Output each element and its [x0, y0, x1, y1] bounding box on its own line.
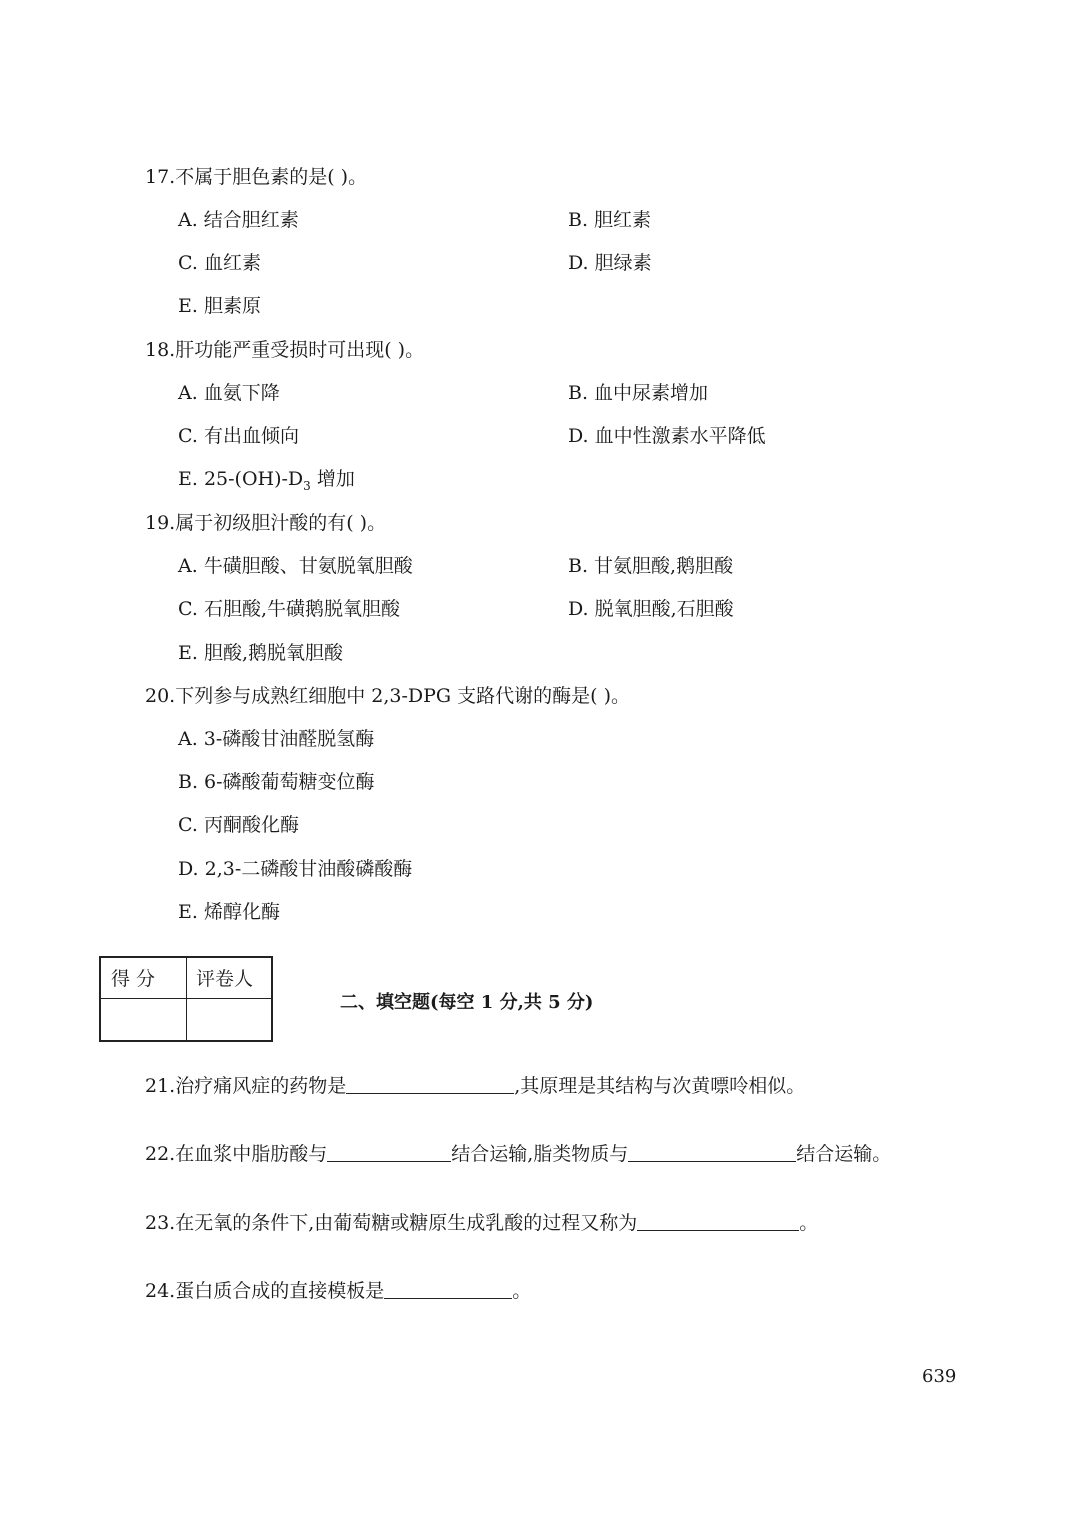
q22-blank-1[interactable] — [327, 1143, 451, 1162]
score-box-rule — [101, 998, 271, 999]
q20-option-e: E. 烯醇化酶 — [178, 901, 280, 923]
q24-text-start: 24.蛋白质合成的直接模板是 — [145, 1280, 385, 1302]
q24-text-end: 。 — [512, 1280, 532, 1302]
q19-stem: 19.属于初级胆汁酸的有( )。 — [145, 512, 387, 534]
section-title: 二、填空题(每空 1 分,共 5 分) — [340, 992, 594, 1013]
q18-option-d: D. 血中性激素水平降低 — [568, 425, 766, 447]
q22-text-start: 22.在血浆中脂肪酸与 — [145, 1143, 328, 1165]
q19-option-a: A. 牛磺胆酸、甘氨脱氧胆酸 — [178, 555, 413, 577]
q19-option-d: D. 脱氧胆酸,石胆酸 — [568, 598, 734, 620]
score-label: 得 分 — [111, 968, 156, 990]
q17-option-e: E. 胆素原 — [178, 295, 261, 317]
q18-stem: 18.肝功能严重受损时可出现( )。 — [145, 339, 425, 361]
q20-option-a: A. 3-磷酸甘油醛脱氢酶 — [178, 728, 375, 750]
q18-option-c: C. 有出血倾向 — [178, 425, 299, 447]
q17-stem: 17.不属于胆色素的是( )。 — [145, 166, 368, 188]
q17-option-b: B. 胆红素 — [568, 209, 652, 231]
q17-option-a: A. 结合胆红素 — [178, 209, 299, 231]
q23 — [145, 1211, 818, 1235]
q19-option-b: B. 甘氨胆酸,鹅胆酸 — [568, 555, 734, 577]
q18-option-a: A. 血氨下降 — [178, 382, 280, 404]
q20-option-d: D. 2,3-二磷酸甘油酸磷酸酶 — [178, 858, 413, 880]
q18-option-e — [178, 467, 355, 498]
q20-option-b: B. 6-磷酸葡萄糖变位酶 — [178, 771, 375, 793]
q22-blank-2[interactable] — [628, 1143, 796, 1162]
q18-option-e-suffix: 增加 — [310, 468, 355, 490]
q21-text-end: ,其原理是其结构与次黄嘌呤相似。 — [514, 1075, 806, 1097]
q20-option-c: C. 丙酮酸化酶 — [178, 814, 299, 836]
q24-blank[interactable] — [384, 1280, 512, 1299]
q18-option-e-prefix: E. 25-(OH)-D — [178, 468, 304, 490]
q21-text-start: 21.治疗痛风症的药物是 — [145, 1075, 347, 1097]
q18-option-b: B. 血中尿素增加 — [568, 382, 709, 404]
grader-label: 评卷人 — [196, 968, 254, 990]
q22-text-middle: 结合运输,脂类物质与 — [451, 1143, 629, 1165]
q19-option-e: E. 胆酸,鹅脱氧胆酸 — [178, 642, 343, 664]
q23-text-end: 。 — [799, 1212, 819, 1234]
q23-text-start: 23.在无氧的条件下,由葡萄糖或糖原生成乳酸的过程又称为 — [145, 1212, 638, 1234]
q22 — [145, 1142, 891, 1166]
q23-blank[interactable] — [637, 1212, 799, 1231]
score-box-divider — [186, 958, 187, 1040]
q17-option-d: D. 胆绿素 — [568, 252, 652, 274]
q24 — [145, 1279, 531, 1303]
score-box — [99, 956, 273, 1042]
q21-blank[interactable] — [346, 1075, 514, 1094]
q19-option-c: C. 石胆酸,牛磺鹅脱氧胆酸 — [178, 598, 400, 620]
page-number: 639 — [922, 1366, 957, 1387]
q21 — [145, 1074, 805, 1098]
q20-stem: 20.下列参与成熟红细胞中 2,3-DPG 支路代谢的酶是( )。 — [145, 685, 630, 707]
q18-option-e-subscript: 3 — [303, 478, 311, 493]
q17-option-c: C. 血红素 — [178, 252, 261, 274]
q22-text-end: 结合运输。 — [796, 1143, 892, 1165]
